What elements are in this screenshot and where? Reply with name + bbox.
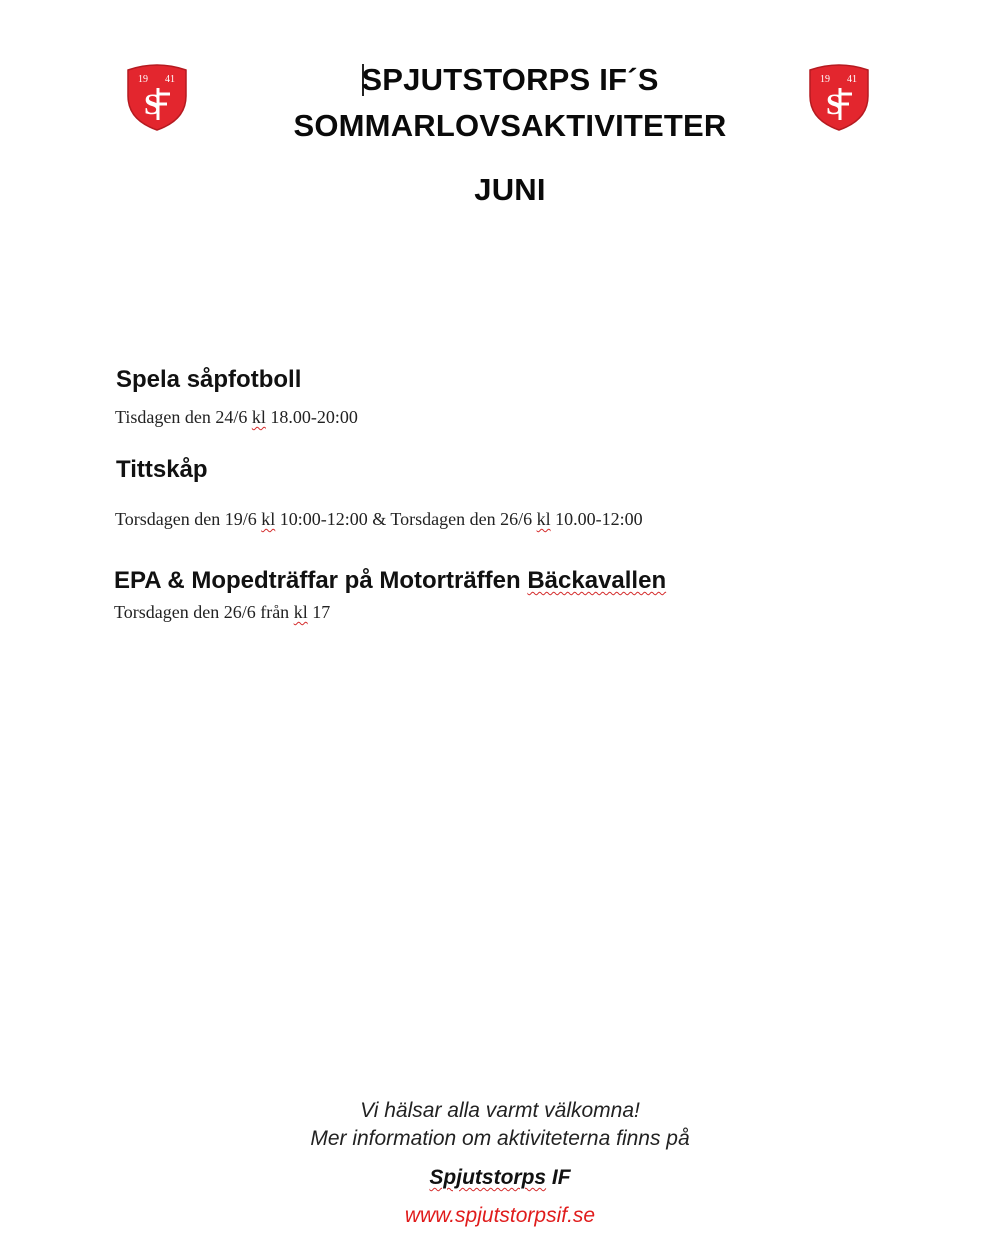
activity-1-details: Tisdagen den 24/6 kl 18.00-20:00 <box>115 407 358 427</box>
activity-2-details: Torsdagen den 19/6 kl 10:00-12:00 & Torsdagen den 26/6 kl 10.00-12:00 <box>115 509 643 529</box>
activity-1-title: Spela såpfotboll <box>116 366 302 393</box>
welcome-text: Vi hälsar alla varmt välkomna! <box>360 1099 640 1122</box>
crest-year-left: 19 <box>138 74 148 85</box>
crest-year-right: 41 <box>165 74 175 85</box>
crest-year-right: 41 <box>847 74 857 85</box>
club-crest-icon <box>124 62 190 132</box>
crest-year-left: 19 <box>820 74 830 85</box>
svg-text:S: S <box>826 88 843 121</box>
activity-3-details: Torsdagen den 26/6 från kl 17 <box>114 602 331 622</box>
svg-text:S: S <box>144 88 161 121</box>
activity-3-title: EPA & Mopedträffar på Motorträffen Bäckavallen <box>114 567 667 594</box>
month-title: JUNI <box>474 172 546 207</box>
club-logo-left <box>124 62 190 132</box>
info-text: Mer information om aktiviteterna finns på <box>310 1127 690 1150</box>
website-link[interactable]: www.spjutstorpsif.se <box>404 1204 596 1227</box>
title-line-2: SOMMARLOVSAKTIVITETER <box>293 108 727 143</box>
title-line-1: SPJUTSTORPS IF´S <box>361 62 659 97</box>
activity-2-title: Tittskåp <box>116 456 208 483</box>
club-name: Spjutstorps IF <box>429 1166 571 1189</box>
